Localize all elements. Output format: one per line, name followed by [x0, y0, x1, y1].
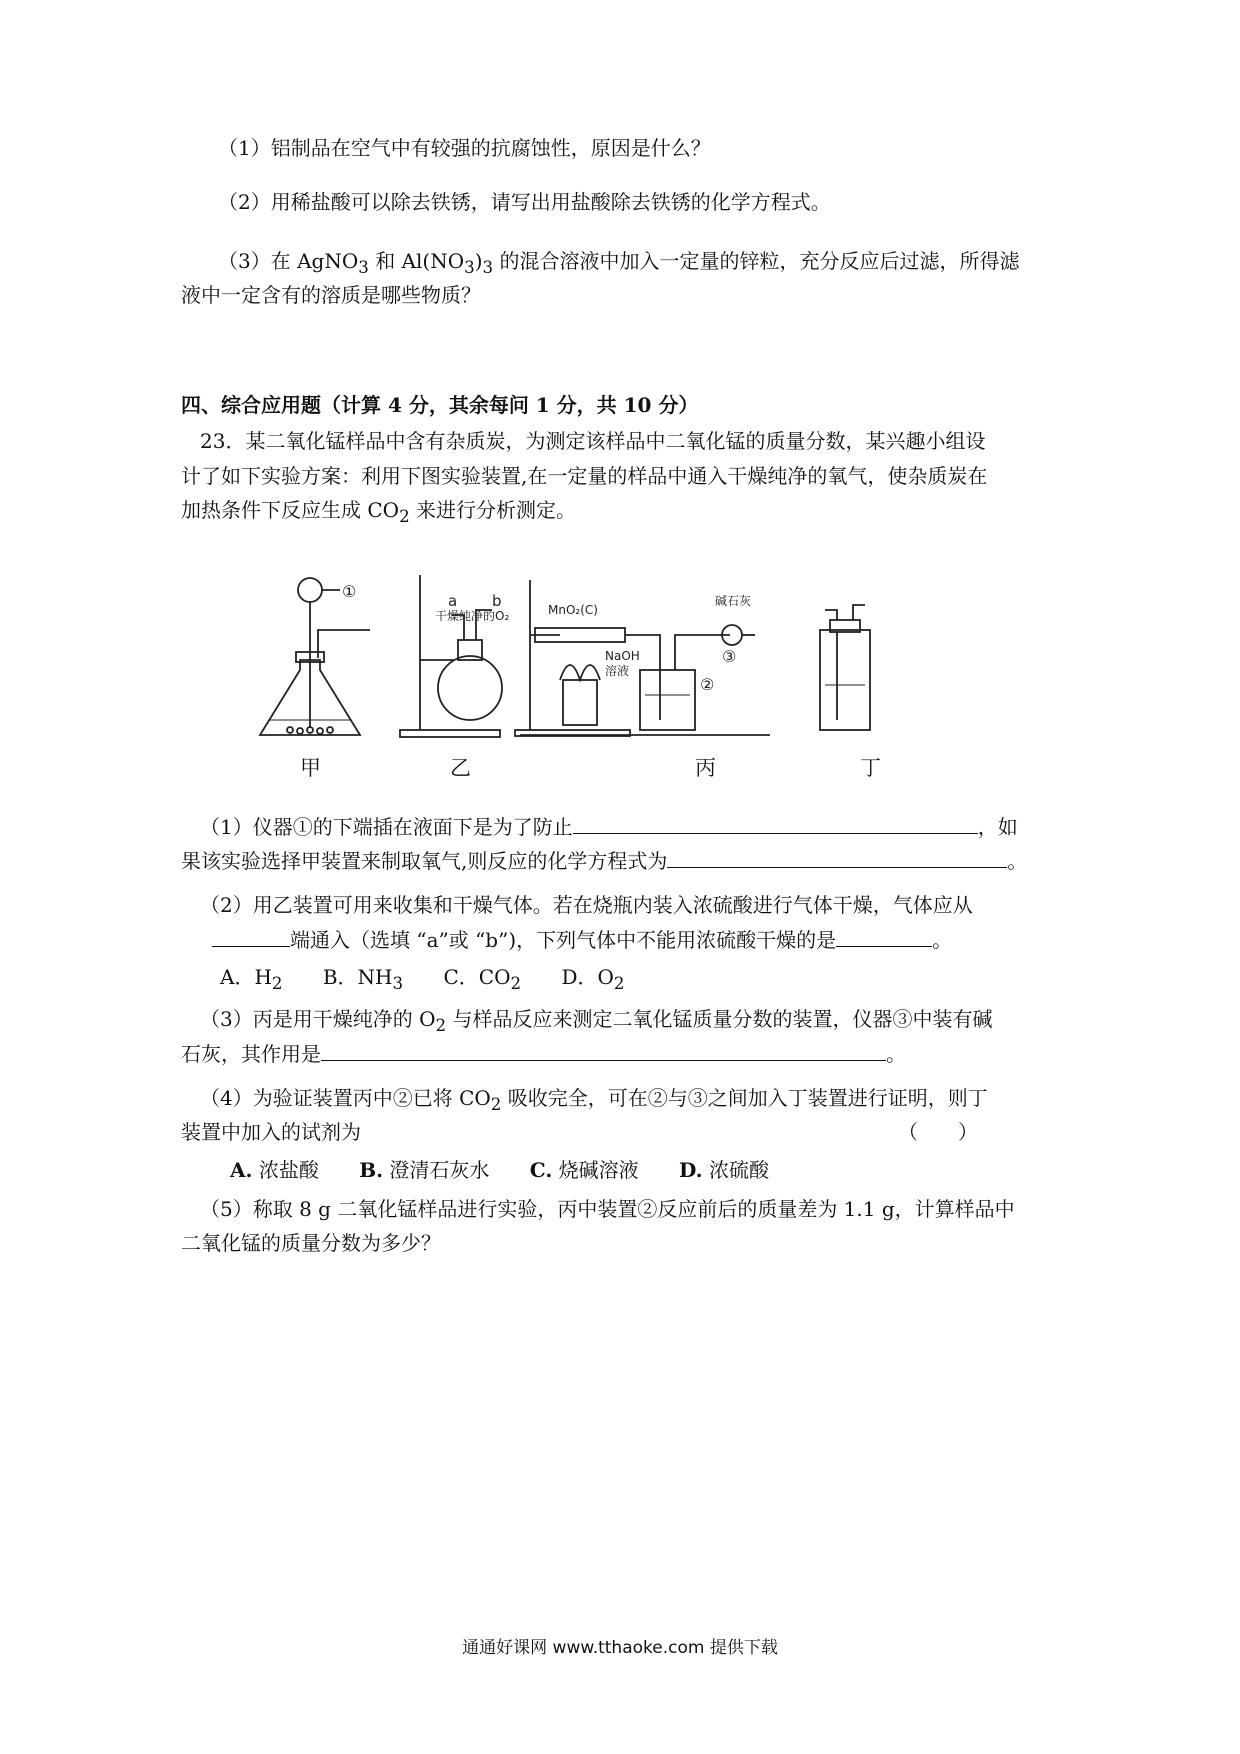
q23-s5-line1: （5）称取 8 g 二氧化锰样品进行实验，丙中装置②反应前后的质量差为 1.1 g，计算样品中 — [200, 1197, 1015, 1221]
label-mno2: MnO₂(C) — [548, 603, 598, 617]
q22-part3-line2: 液中一定含有的溶质是哪些物质？ — [181, 283, 481, 307]
option-d: D．$O_2$ — [561, 965, 625, 993]
label-1: ① — [342, 582, 357, 601]
q23-s2-line2: 端通入（选填 “a”或 “b”)，下列气体中不能用浓硫酸干燥的是 。 — [212, 926, 952, 953]
q23-s3-line2: 石灰，其作用是 。 — [181, 1042, 906, 1066]
q22-part2: （2）用稀盐酸可以除去铁锈，请写出用盐酸除去铁锈的化学方程式。 — [218, 190, 831, 214]
q23-s1-line2: 果该实验选择甲装置来制取氧气,则反应的化学方程式为 。 — [181, 849, 1028, 873]
q23-s2-options — [220, 964, 659, 997]
option-b: B．$NH_3$ — [322, 965, 404, 993]
caption-bing: 丙 — [695, 756, 716, 780]
answer-blank[interactable] — [836, 926, 932, 947]
caption-yi: 乙 — [450, 756, 471, 780]
apparatus-ding — [820, 605, 870, 730]
answer-blank[interactable] — [212, 926, 290, 947]
q23-intro-line3: 加热条件下反应生成 $CO_2$ 来进行分析测定。 — [181, 498, 577, 526]
answer-blank[interactable] — [321, 1040, 886, 1061]
option-c: C．$CO_2$ — [443, 965, 522, 993]
q23-intro-line1: 23．某二氧化锰样品中含有杂质炭，为测定该样品中二氧化锰的质量分数，某兴趣小组设 — [200, 429, 986, 453]
option-d: D. 浓硫酸 — [679, 1158, 769, 1182]
label-solution: 溶液 — [605, 664, 630, 678]
label-3: ③ — [722, 647, 737, 666]
answer-paren[interactable]: （ ） — [898, 1120, 978, 1144]
caption-ding: 丁 — [860, 756, 881, 780]
q23-s4-options — [230, 1157, 803, 1183]
answer-blank[interactable] — [573, 813, 978, 834]
q23-s3-line1: （3）丙是用干燥纯净的 $O_2$ 与样品反应来测定二氧化锰质量分数的装置，仪器③中装有碱 — [200, 1007, 993, 1035]
option-b: B. 澄清石灰水 — [359, 1158, 490, 1182]
option-a: A．$H_2$ — [220, 965, 283, 993]
q23-s5-line2: 二氧化锰的质量分数为多少？ — [181, 1231, 441, 1255]
label-b: b — [492, 592, 502, 610]
q23-s2-line1: （2）用乙装置可用来收集和干燥气体。若在烧瓶内装入浓硫酸进行气体干燥，气体应从 — [200, 893, 973, 917]
q23-intro-line2: 计了如下实验方案：利用下图实验装置,在一定量的样品中通入干燥纯净的氧气，使杂质炭在 — [181, 464, 988, 488]
label-o2: 干燥纯净的O₂ — [435, 609, 510, 623]
q22-part1: （1）铝制品在空气中有较强的抗腐蚀性，原因是什么？ — [218, 136, 711, 160]
label-2: ② — [700, 675, 715, 694]
apparatus-jia — [260, 578, 370, 735]
q23-s4-line1: （4）为验证装置丙中②已将 $CO_2$ 吸收完全，可在②与③之间加入丁装置进行证明，则丁 — [200, 1086, 988, 1114]
answer-blank[interactable] — [667, 847, 1007, 868]
option-c: C. 烧碱溶液 — [529, 1158, 639, 1182]
page-footer: 通通好课网 www.tthaoke.com 提供下载 — [462, 1638, 778, 1658]
label-soda-lime: 碱石灰 — [715, 594, 752, 608]
section-heading: 四、综合应用题（计算 4 分，其余每问 1 分，共 10 分） — [181, 393, 699, 417]
q22-part3-line1: （3）在 AgNO$_3$ 和 $Al(NO_3)_3$ 的混合溶液中加入一定量的锌粒，充分反应后过滤，所得滤 — [218, 249, 1020, 277]
apparatus-figure — [230, 570, 1110, 740]
q23-s1-line1: （1）仪器①的下端插在液面下是为了防止 ，如 — [200, 815, 1018, 839]
caption-jia: 甲 — [300, 756, 321, 780]
label-a: a — [448, 592, 458, 610]
q23-s4-line2: 装置中加入的试剂为 — [181, 1120, 361, 1144]
option-a: A. 浓盐酸 — [230, 1158, 319, 1182]
label-naoh: NaOH — [605, 649, 640, 663]
